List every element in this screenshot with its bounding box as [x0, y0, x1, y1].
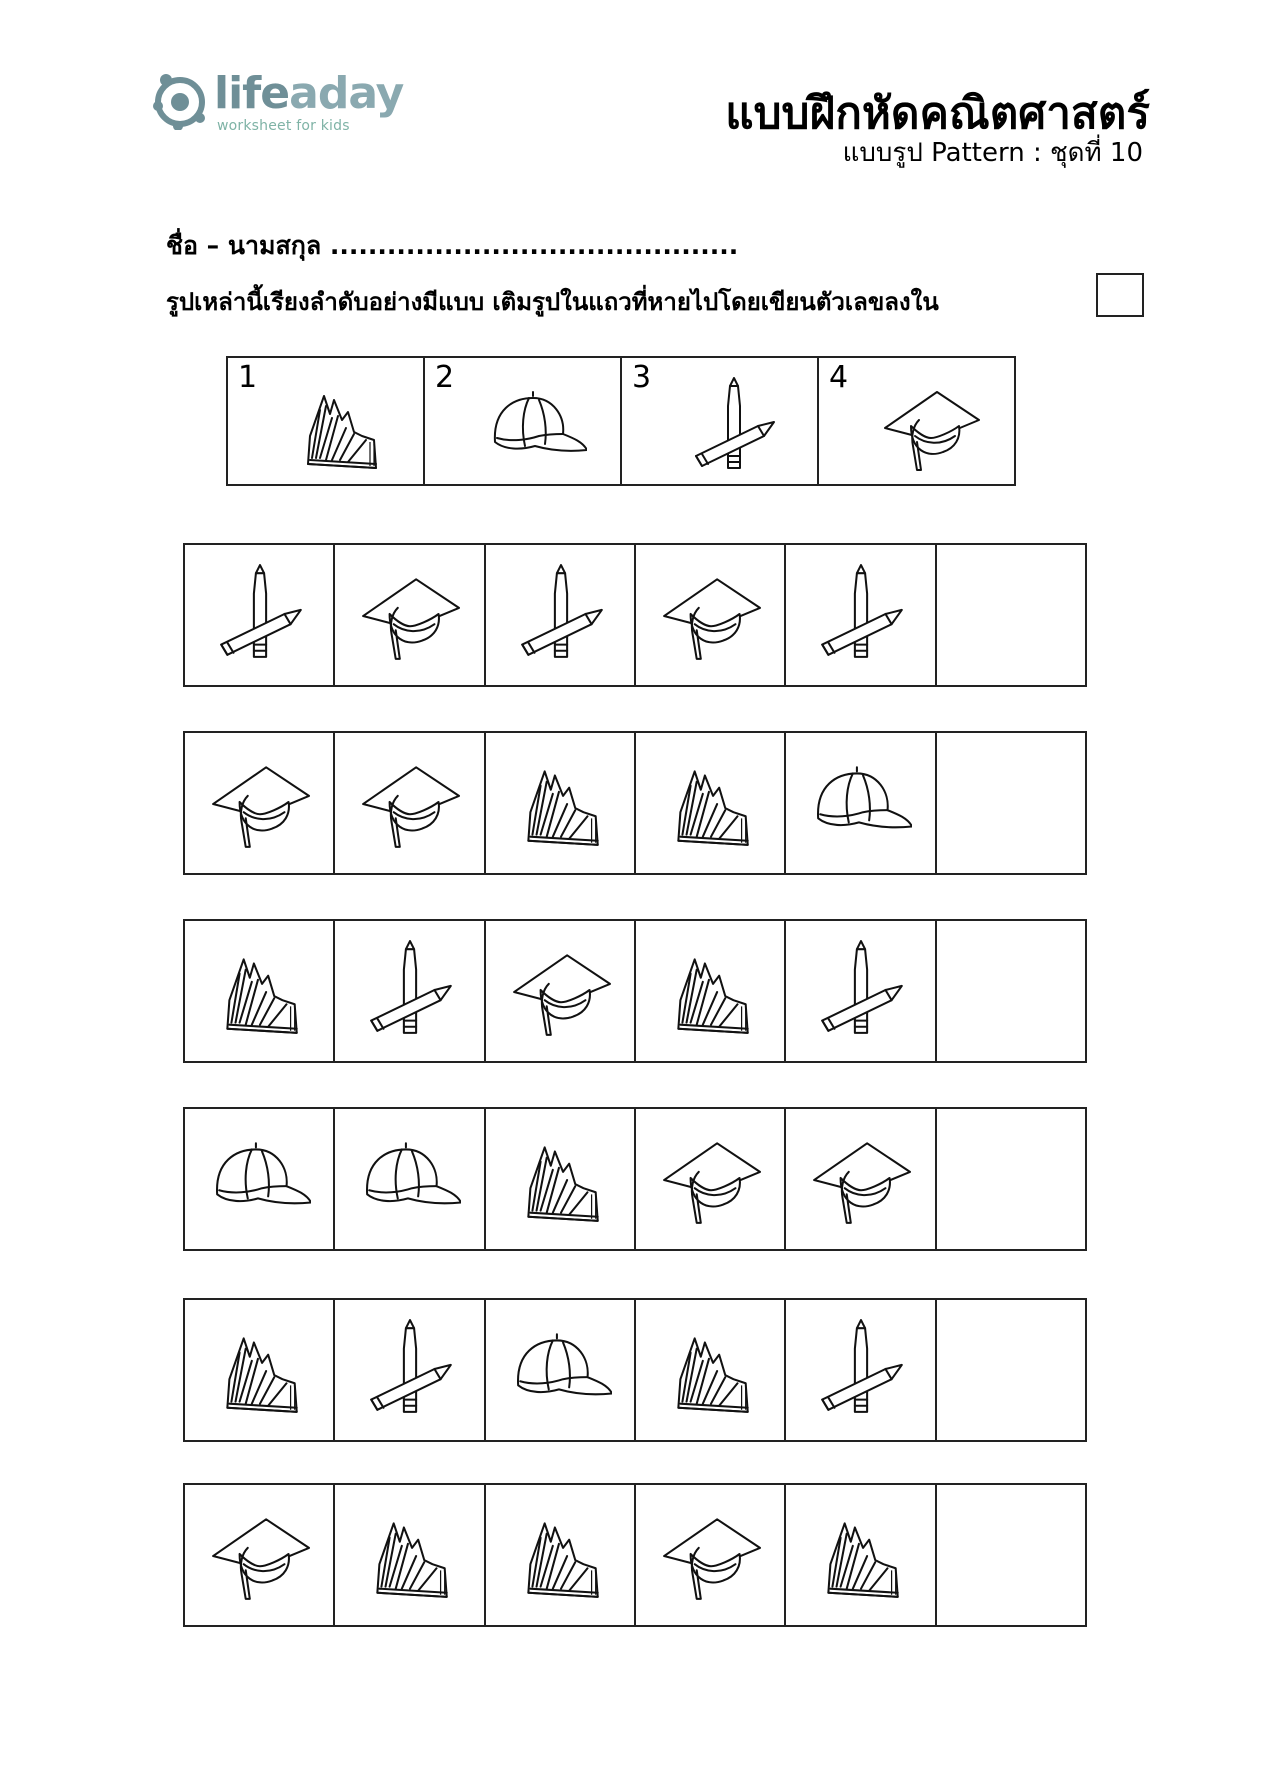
page-title: แบบฝึกหัดคณิตศาสตร์ — [725, 88, 1150, 139]
book-icon — [209, 1318, 311, 1420]
answer-cell[interactable] — [937, 733, 1085, 873]
graduation-cap-icon — [660, 1127, 762, 1229]
legend-item — [622, 358, 819, 484]
legend-number: 3 — [632, 360, 652, 395]
graduation-cap-icon — [881, 376, 981, 476]
legend-key — [226, 356, 1016, 486]
book-icon — [660, 1318, 762, 1420]
pencil-icon — [810, 563, 912, 665]
answer-cell[interactable] — [937, 545, 1085, 685]
pattern-cell — [786, 1485, 936, 1625]
pattern-cell — [786, 545, 936, 685]
book-icon — [660, 939, 762, 1041]
graduation-cap-icon — [209, 1503, 311, 1605]
graduation-cap-icon — [660, 563, 762, 665]
pattern-row — [183, 919, 1087, 1063]
graduation-cap-icon — [660, 1503, 762, 1605]
cap-icon — [487, 376, 587, 476]
pattern-row — [183, 543, 1087, 687]
pattern-cell — [185, 545, 335, 685]
pencil-icon — [359, 939, 461, 1041]
pattern-cell — [335, 733, 485, 873]
name-field-label: ชื่อ – นามสกุล ........................................... — [166, 231, 739, 260]
pattern-row — [183, 1483, 1087, 1627]
pencil-icon — [209, 563, 311, 665]
legend-item — [819, 358, 1014, 484]
pencil-icon — [810, 939, 912, 1041]
graduation-cap-icon — [810, 1127, 912, 1229]
legend-item — [425, 358, 622, 484]
pattern-cell — [636, 545, 786, 685]
graduation-cap-icon — [510, 939, 612, 1041]
pattern-cell — [486, 921, 636, 1061]
book-icon — [510, 1127, 612, 1229]
graduation-cap-icon — [209, 751, 311, 853]
book-icon — [660, 751, 762, 853]
legend-number: 4 — [829, 360, 849, 395]
pattern-cell — [786, 733, 936, 873]
pattern-cell — [786, 1300, 936, 1440]
pattern-cell — [335, 1109, 485, 1249]
book-icon — [510, 751, 612, 853]
graduation-cap-icon — [359, 563, 461, 665]
logo-text-life: life — [214, 68, 290, 119]
legend-number: 2 — [435, 360, 455, 395]
pattern-cell — [486, 545, 636, 685]
legend-item — [228, 358, 425, 484]
book-icon — [810, 1503, 912, 1605]
pattern-cell — [335, 545, 485, 685]
cap-icon — [209, 1127, 311, 1229]
cap-icon — [810, 751, 912, 853]
pattern-cell — [786, 1109, 936, 1249]
pattern-row — [183, 1298, 1087, 1442]
book-icon — [510, 1503, 612, 1605]
pattern-row — [183, 731, 1087, 875]
pattern-cell — [636, 1485, 786, 1625]
answer-cell[interactable] — [937, 1300, 1085, 1440]
pattern-cell — [185, 1109, 335, 1249]
pattern-cell — [185, 1300, 335, 1440]
pattern-cell — [185, 1485, 335, 1625]
answer-cell[interactable] — [937, 921, 1085, 1061]
answer-cell[interactable] — [937, 1485, 1085, 1625]
pencil-icon — [810, 1318, 912, 1420]
pattern-cell — [335, 921, 485, 1061]
pattern-cell — [636, 921, 786, 1061]
logo-text-aday: aday — [289, 68, 404, 119]
logo-tagline: worksheet for kids — [217, 118, 350, 134]
answer-cell[interactable] — [937, 1109, 1085, 1249]
book-icon — [359, 1503, 461, 1605]
book-icon — [209, 939, 311, 1041]
pattern-cell — [486, 1485, 636, 1625]
logo-wordmark — [214, 68, 403, 119]
legend-number: 1 — [238, 360, 258, 395]
logo-mark-icon — [152, 70, 212, 130]
pencil-icon — [359, 1318, 461, 1420]
pencil-icon — [510, 563, 612, 665]
pattern-cell — [335, 1300, 485, 1440]
pencil-icon — [684, 376, 784, 476]
cap-icon — [510, 1318, 612, 1420]
pattern-cell — [335, 1485, 485, 1625]
pattern-cell — [636, 1300, 786, 1440]
pattern-cell — [185, 733, 335, 873]
instruction-text: รูปเหล่านี้เรียงลำดับอย่างมีแบบ เติมรูปในแถวที่หายไปโดยเขียนตัวเลขลงใน — [166, 288, 939, 316]
sample-answer-box — [1096, 273, 1144, 317]
pattern-cell — [636, 1109, 786, 1249]
graduation-cap-icon — [359, 751, 461, 853]
page-subtitle: แบบรูป Pattern : ชุดที่ 10 — [842, 138, 1143, 168]
pattern-cell — [486, 1300, 636, 1440]
pattern-cell — [185, 921, 335, 1061]
pattern-cell — [636, 733, 786, 873]
pattern-cell — [486, 1109, 636, 1249]
logo — [152, 68, 404, 140]
cap-icon — [359, 1127, 461, 1229]
pattern-row — [183, 1107, 1087, 1251]
pattern-cell — [486, 733, 636, 873]
pattern-cell — [786, 921, 936, 1061]
book-icon — [290, 376, 390, 476]
